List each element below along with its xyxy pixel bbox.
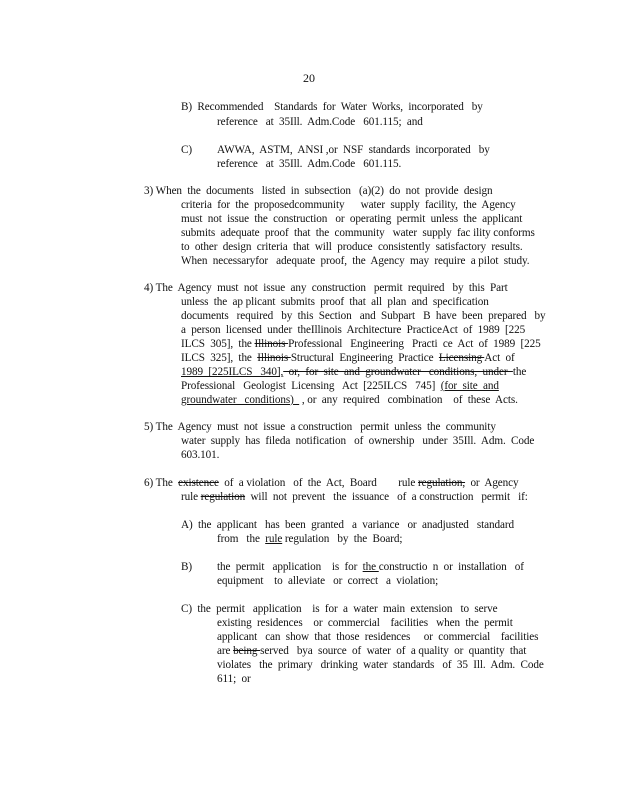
para-5-line-3: 603.101. <box>181 449 220 461</box>
text: Professional Geologist Licensing Act [225ILCS 745] <box>181 380 441 392</box>
text: the <box>512 366 527 378</box>
item-b-line-1: B) Recommended Standards for Water Works, incorporated by <box>181 101 483 113</box>
deleted-text: or, for site and groundwater conditions, under <box>283 366 513 378</box>
sub-b-label: B) <box>181 561 192 573</box>
para-3-line-4: submits adequate proof that the community water supply fac ility conforms <box>181 227 535 239</box>
text: of a violation of the Act, Board rule <box>218 477 418 489</box>
para-6-line-2 <box>181 491 528 504</box>
deleted-text: Illinois <box>257 352 291 364</box>
item-c-line-2: reference at 35Ill. Adm.Code 601.115. <box>217 158 402 170</box>
inserted-text: the <box>362 561 379 573</box>
para-4-line-6 <box>181 352 515 365</box>
item-c-line-1: AWWA, ASTM, ANSI ,or NSF standards incorporated by <box>217 144 490 156</box>
text: Professional Engineering Practi ce Act of 1989 [225 <box>288 338 541 350</box>
para-4-line-7 <box>181 366 526 379</box>
para-4-line-5 <box>181 338 541 351</box>
deleted-text: Illinois <box>254 338 289 350</box>
inserted-text: rule <box>265 533 283 545</box>
inserted-text: (for site and <box>440 380 499 392</box>
para-3-line-6: When necessaryfor adequate proof, the Agency may require a pilot study. <box>181 255 530 267</box>
para-4-line-4: a person licensed under theIllinois Architecture PracticeAct of 1989 [225 <box>181 324 526 336</box>
sub-b-line-2: equipment to alleviate or correct a violation; <box>217 575 439 587</box>
sub-c-line-4 <box>217 645 526 658</box>
para-4-line-1: 4) The Agency must not issue any construction permit required by this Part <box>144 282 508 294</box>
inserted-text: 1989 [225ILCS 340], <box>181 366 284 378</box>
deleted-text: regulation <box>200 491 246 503</box>
para-5-line-1: 5) The Agency must not issue a construction permit unless the community <box>144 421 496 433</box>
text: ILCS 305], the <box>181 338 255 350</box>
text: Structural Engineering Practice <box>290 352 439 364</box>
deleted-text: being <box>233 645 261 657</box>
item-b-line-2: reference at 35Ill. Adm.Code 601.115; and <box>217 116 423 128</box>
para-4-line-9 <box>181 394 518 407</box>
text: are <box>217 645 234 657</box>
sub-c-line-6: 611; or <box>217 673 251 685</box>
deleted-text: regulation, <box>417 477 466 489</box>
para-3-line-3: must not issue the construction or operating permit unless the applicant <box>181 213 523 225</box>
page-number: 20 <box>303 71 315 85</box>
item-c-label: C) <box>181 144 192 156</box>
text: or Agency <box>465 477 519 489</box>
para-3-line-5: to other design criteria that will produce consistently satisfactory results. <box>181 241 523 253</box>
text: ILCS 325], the <box>181 352 258 364</box>
para-4-line-8 <box>181 380 499 393</box>
text: Act of <box>484 352 515 364</box>
deleted-text: existence <box>178 477 219 489</box>
text: from the <box>217 533 266 545</box>
text: 6) The <box>144 477 179 489</box>
text: constructio n or installation of <box>378 561 524 573</box>
sub-c-line-2: existing residences or commercial facilities when the permit <box>217 617 513 629</box>
sub-b-line-1 <box>217 561 524 574</box>
para-3-line-2: criteria for the proposedcommunity water supply facility, the Agency <box>181 199 516 211</box>
sub-a-line-1: A) the applicant has been granted a variance or anadjusted standard <box>181 519 514 531</box>
sub-c-line-1: C) the permit application is for a water main extension to serve <box>181 603 498 615</box>
text: , or any required combination of these Acts. <box>299 394 518 406</box>
sub-c-line-3: applicant can show that those residences or commercial facilities <box>217 631 539 643</box>
sub-c-line-5: violates the primary drinking water standards of 35 Ill. Adm. Code <box>217 659 544 671</box>
para-6-line-1 <box>144 477 519 490</box>
para-5-line-2: water supply has fileda notification of ownership under 35Ill. Adm. Code <box>181 435 535 447</box>
text: the permit application is for <box>217 561 363 573</box>
para-4-line-2: unless the ap plicant submits proof that all plan and specification <box>181 296 489 308</box>
text: served bya source of water of a quality or quantity that <box>260 645 527 657</box>
deleted-text: Licensing <box>438 352 485 364</box>
para-3-line-1: 3) When the documents listed in subsection (a)(2) do not provide design <box>144 185 493 197</box>
para-4-line-3: documents required by this Section and Subpart B have been prepared by <box>181 310 546 322</box>
text: rule <box>181 491 201 503</box>
sub-a-line-2 <box>217 533 402 546</box>
inserted-text: groundwater conditions) <box>181 394 300 406</box>
text: regulation by the Board; <box>282 533 403 545</box>
text: will not prevent the issuance of a construction permit if: <box>245 491 528 503</box>
